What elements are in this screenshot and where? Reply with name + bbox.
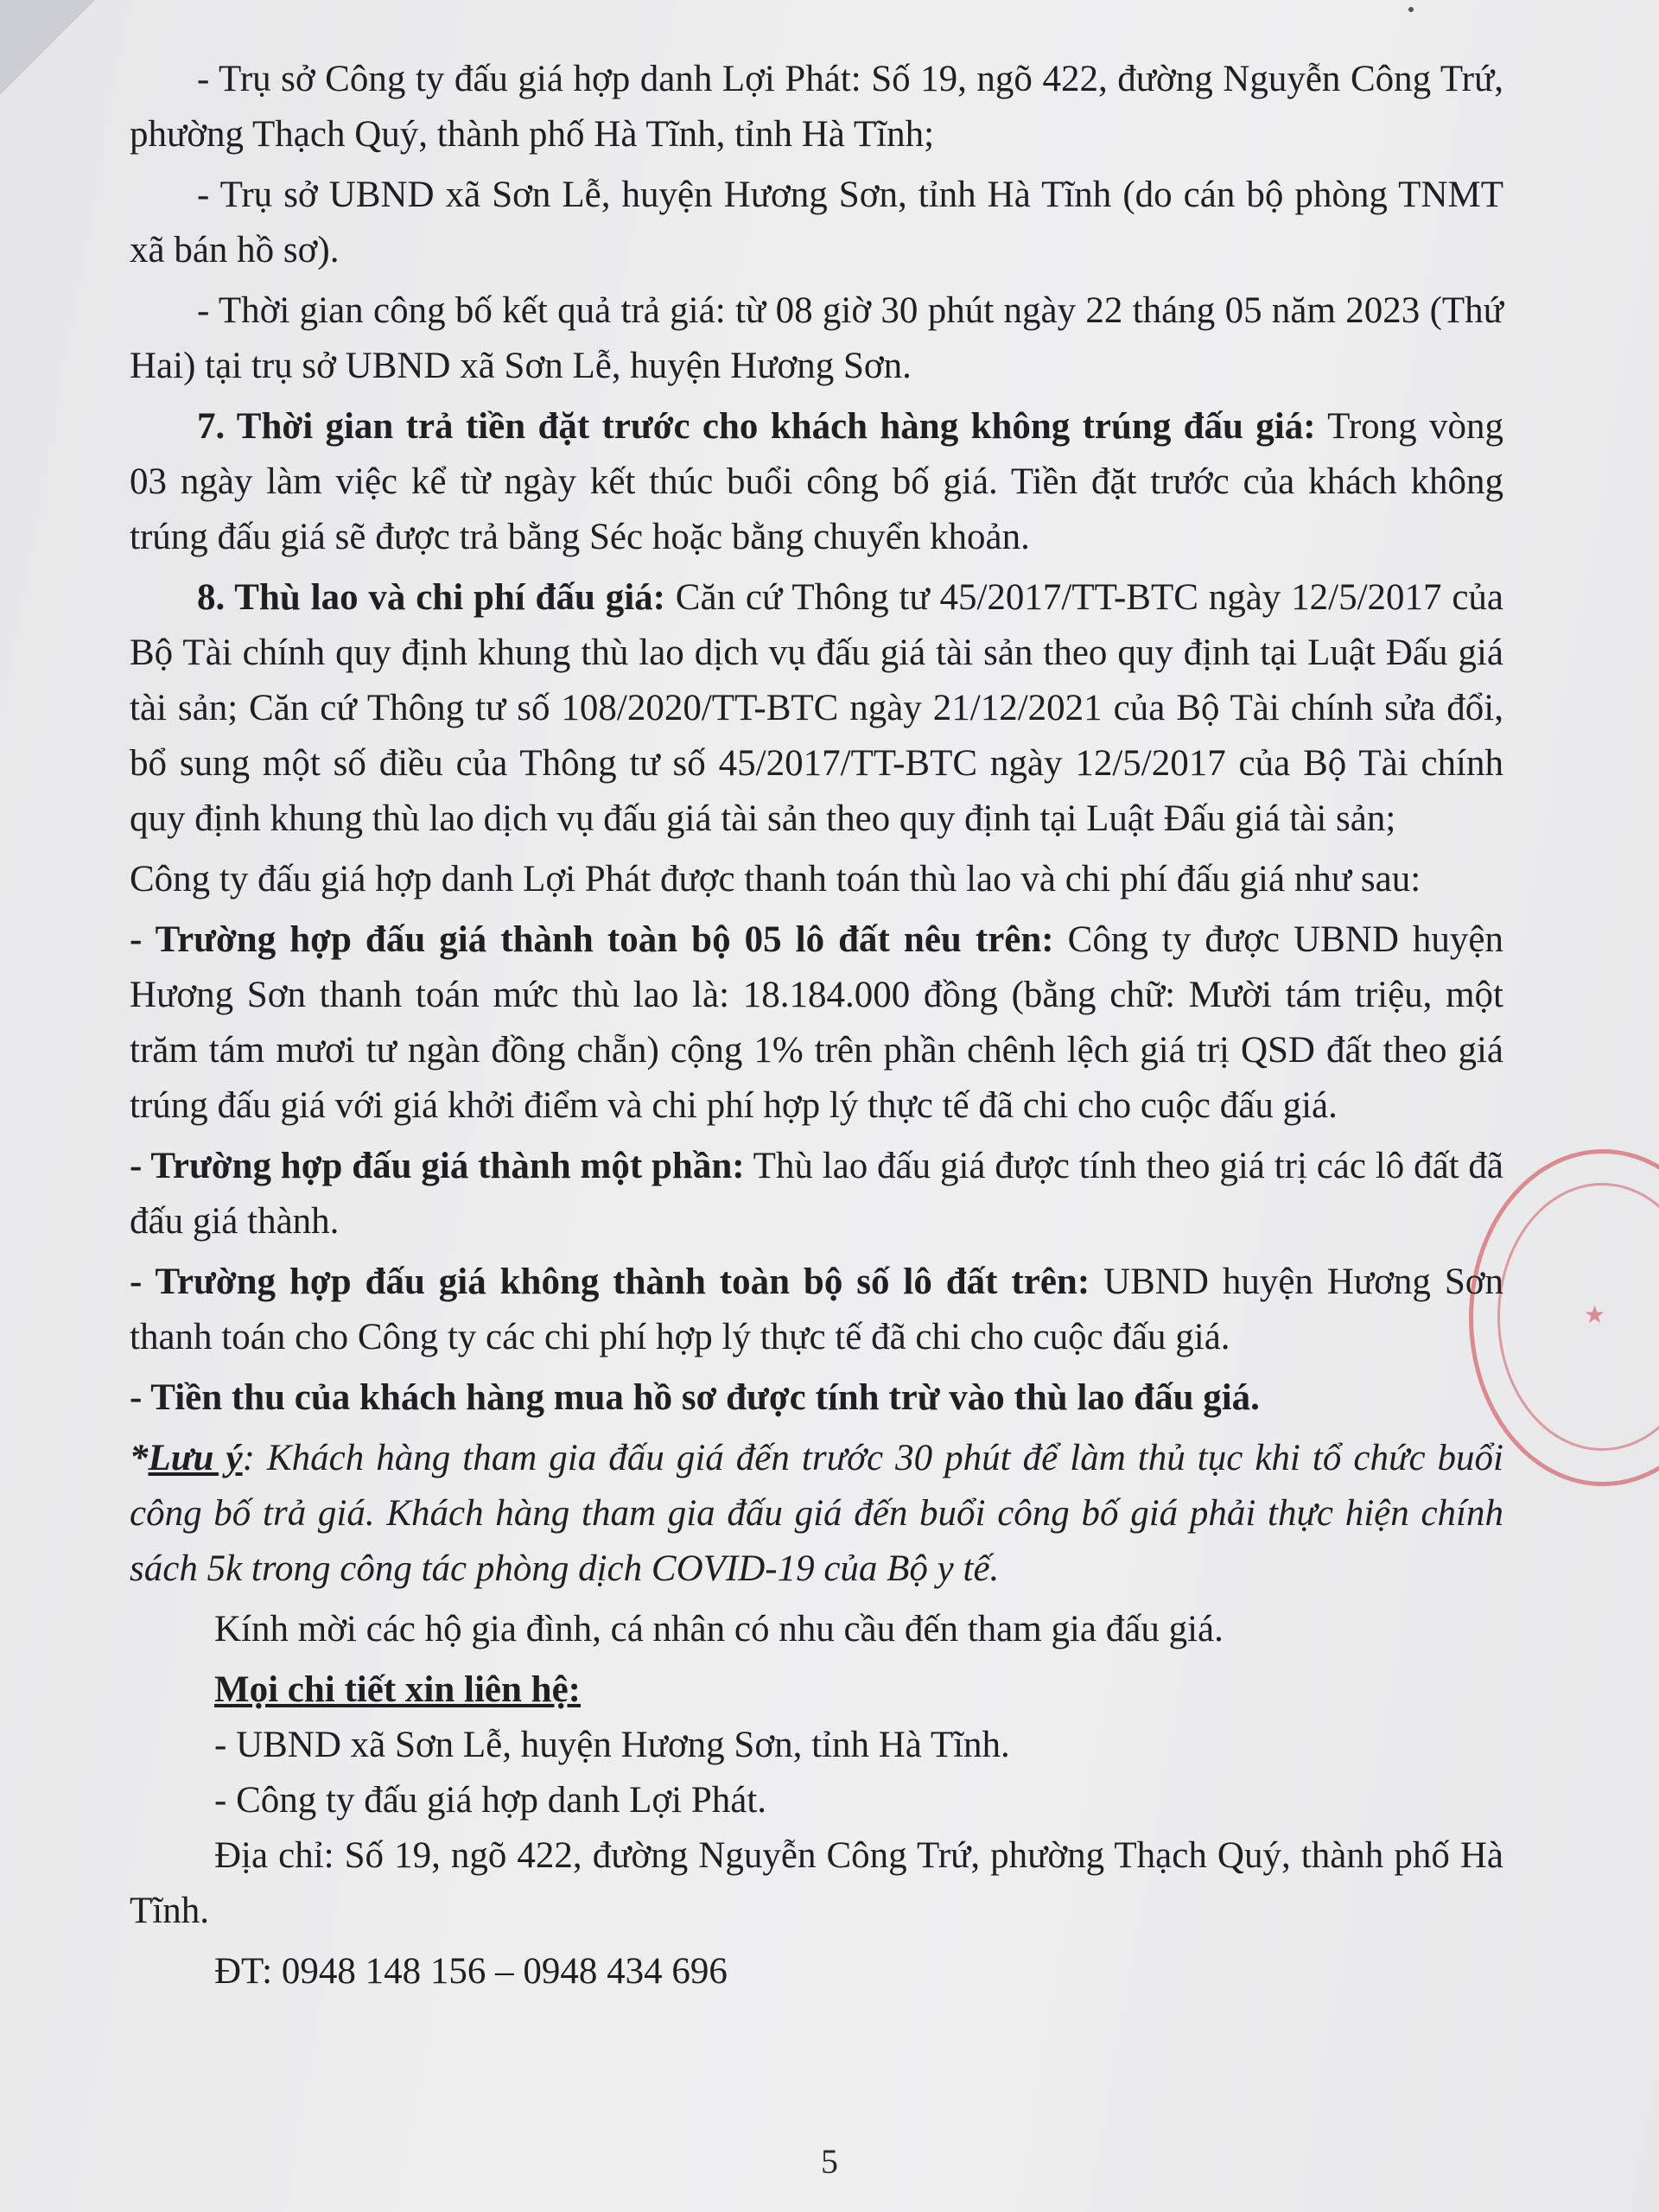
red-seal-inner-ring xyxy=(1497,1183,1659,1451)
case-no-success-body: UBND huyện Hương Sơn thanh toán cho Công ty các chi phí hợp lý thực tế đã chi cho cuộc đấu giá. xyxy=(130,1262,1503,1357)
red-seal-star-icon: ★ xyxy=(1584,1300,1606,1329)
section-8-heading: 8. Thù lao và chi phí đấu giá: xyxy=(197,577,665,618)
case-full-success xyxy=(130,912,1503,1134)
page-number: 5 xyxy=(821,2142,838,2181)
case-partial-success-body: Thù lao đấu giá được tính theo giá trị các lô đất đã đấu giá thành. xyxy=(130,1146,1504,1242)
contact-company: - Công ty đấu giá hợp danh Lợi Phát. xyxy=(214,1780,767,1821)
contact-phone: ĐT: 0948 148 156 – 0948 434 696 xyxy=(214,1951,728,1992)
case-no-success-heading: - Trường hợp đấu giá không thành toàn bộ số lô đất trên: xyxy=(130,1262,1090,1302)
paragraph-company-office: - Trụ sở Công ty đấu giá hợp danh Lợi Phát: Số 19, ngõ 422, đường Nguyễn Công Trứ, phường Thạch Quý, thành phố Hà Tĩnh, tỉnh Hà Tĩnh; xyxy=(130,59,1503,155)
section-7-heading: 7. Thời gian trả tiền đặt trước cho khách hàng không trúng đấu giá: xyxy=(197,406,1316,447)
paragraph-commune-office: - Trụ sở UBND xã Sơn Lễ, huyện Hương Sơn, tỉnh Hà Tĩnh (do cán bộ phòng TNMT xã bán hồ sơ). xyxy=(130,175,1503,270)
contact-address: Địa chỉ: Số 19, ngõ 422, đường Nguyễn Công Trứ, phường Thạch Quý, thành phố Hà Tĩnh. xyxy=(130,1835,1503,1931)
contact-heading: Mọi chi tiết xin liên hệ: xyxy=(214,1669,581,1710)
payment-intro: Công ty đấu giá hợp danh Lợi Phát được thanh toán thù lao và chi phí đấu giá như sau: xyxy=(130,859,1421,899)
case-full-success-heading: - Trường hợp đấu giá thành toàn bộ 05 lô đất nêu trên: xyxy=(130,919,1054,960)
case-document-fee: - Tiền thu của khách hàng mua hồ sơ được tính trừ vào thù lao đấu giá. xyxy=(130,1377,1260,1418)
case-partial-success-heading: - Trường hợp đấu giá thành một phần: xyxy=(130,1146,745,1186)
note-body: : Khách hàng tham gia đấu giá đến trước 30 phút để làm thủ tục khi tổ chức buổi công bố trả giá. Khách hàng tham gia đấu giá đến buổi công bố giá phải thực hiện chính sách 5k trong công tác phòng dịch COVID-19 của Bộ y tế. xyxy=(130,1438,1504,1589)
section-7-body: Trong vòng 03 ngày làm việc kể từ ngày kết thúc buổi công bố giá. Tiền đặt trước của khách không trúng đấu giá sẽ được trả bằng Séc hoặc bằng chuyển khoản. xyxy=(130,406,1503,557)
section-8-body: Căn cứ Thông tư 45/2017/TT-BTC ngày 12/5/2017 của Bộ Tài chính quy định khung thù lao dịch vụ đấu giá tài sản theo quy định tại Luật Đấu giá tài sản; Căn cứ Thông tư số 108/2020/TT-BTC ngày 21/12/2021 của Bộ Tài chính sửa đổi, bổ sung một số điều của Thông tư số 45/2017/TT-BTC ngày 12/5/2017 của Bộ Tài chính quy định khung thù lao dịch vụ đấu giá tài sản theo quy định tại Luật Đấu giá tài sản; xyxy=(130,577,1504,839)
paragraph-result-time: - Thời gian công bố kết quả trả giá: từ 08 giờ 30 phút ngày 22 tháng 05 năm 2023 (Thứ Hai) tại trụ sở UBND xã Sơn Lễ, huyện Hương Sơn. xyxy=(130,290,1503,386)
document-body xyxy=(130,52,1503,2005)
note-star: * xyxy=(130,1438,149,1478)
speck-mark xyxy=(1408,7,1414,12)
contact-block xyxy=(130,1662,1503,1828)
case-full-success-body: Công ty được UBND huyện Hương Sơn thanh toán mức thù lao là: 18.184.000 đồng (bằng chữ: Mười tám triệu, một trăm tám mươi tư ngàn đồng chẵn) cộng 1% trên phần chênh lệch giá trị QSD đất theo giá trúng đấu giá với giá khởi điểm và chi phí hợp lý thực tế đã chi cho cuộc đấu giá. xyxy=(130,919,1504,1126)
section-8 xyxy=(130,570,1503,847)
case-no-success xyxy=(130,1255,1503,1365)
note-label: Lưu ý xyxy=(148,1438,243,1478)
contact-commune: - UBND xã Sơn Lễ, huyện Hương Sơn, tỉnh Hà Tĩnh. xyxy=(214,1725,1010,1765)
page-corner-shadow xyxy=(0,0,95,95)
invitation: Kính mời các hộ gia đình, cá nhân có nhu cầu đến tham gia đấu giá. xyxy=(214,1609,1224,1649)
case-partial-success xyxy=(130,1139,1503,1249)
section-7 xyxy=(130,399,1503,565)
note-paragraph xyxy=(130,1431,1503,1597)
